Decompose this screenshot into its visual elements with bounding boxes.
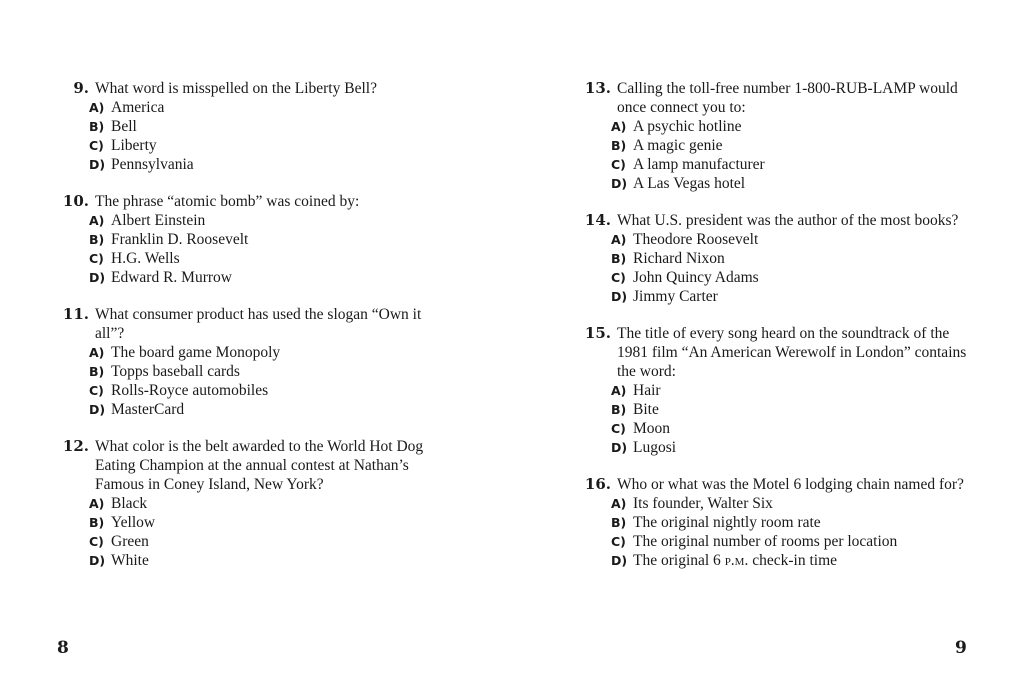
question-text: What consumer product has used the slogan “Own it all”?	[95, 306, 422, 342]
question-header	[579, 211, 979, 230]
option-letter: B)	[611, 251, 627, 266]
answer-option	[89, 268, 447, 287]
option-text: A magic genie	[633, 137, 723, 154]
option-letter: D)	[611, 553, 628, 568]
answer-option	[89, 551, 447, 570]
answer-option	[611, 249, 979, 268]
answer-options	[57, 494, 447, 570]
question-header	[57, 192, 447, 211]
question-block	[579, 211, 979, 306]
question-number: 11.	[62, 305, 89, 323]
question-header	[579, 475, 979, 494]
option-letter: D)	[89, 270, 106, 285]
question-text: What color is the belt awarded to the World Hot Dog Eating Champion at the annual contest at Nathan’s Famous in Coney Island, New York?	[95, 438, 424, 493]
question-number: 15.	[584, 324, 611, 342]
answer-option	[611, 532, 979, 551]
option-letter: D)	[89, 157, 106, 172]
option-letter: D)	[89, 553, 106, 568]
answer-option	[611, 174, 979, 193]
option-text: Bite	[633, 401, 659, 418]
option-letter: C)	[611, 534, 626, 549]
question-block	[57, 305, 447, 419]
answer-option	[611, 136, 979, 155]
question-number: 12.	[62, 437, 89, 455]
option-text: Topps baseball cards	[111, 363, 240, 380]
option-letter: A)	[611, 383, 627, 398]
answer-option	[611, 268, 979, 287]
option-text: White	[111, 552, 149, 569]
option-letter: A)	[89, 100, 105, 115]
answer-option	[89, 117, 447, 136]
option-text: Franklin D. Roosevelt	[111, 231, 249, 248]
answer-option	[89, 230, 447, 249]
option-letter: A)	[89, 496, 105, 511]
option-letter: D)	[611, 176, 628, 191]
answer-option	[611, 513, 979, 532]
option-letter: C)	[89, 534, 104, 549]
answer-option	[89, 513, 447, 532]
option-text: Albert Einstein	[111, 212, 206, 229]
answer-option	[611, 381, 979, 400]
option-text: Lugosi	[633, 439, 677, 456]
option-text: The original 6 p.m. check-in time	[633, 552, 837, 569]
option-letter: C)	[89, 383, 104, 398]
question-number: 13.	[584, 79, 611, 97]
answer-option	[89, 400, 447, 419]
option-text: Pennsylvania	[111, 156, 194, 173]
question-text: What word is misspelled on the Liberty Bell?	[95, 80, 377, 97]
answer-option	[611, 419, 979, 438]
answer-option	[611, 287, 979, 306]
answer-options	[57, 211, 447, 287]
option-text: Rolls-Royce automobiles	[111, 382, 269, 399]
question-header	[57, 305, 447, 343]
option-text: Its founder, Walter Six	[633, 495, 773, 512]
option-text: America	[111, 99, 165, 116]
option-letter: B)	[89, 515, 105, 530]
option-letter: B)	[89, 232, 105, 247]
question-number: 14.	[584, 211, 611, 229]
option-text: H.G. Wells	[111, 250, 180, 267]
option-text: John Quincy Adams	[633, 269, 759, 286]
option-text: The board game Monopoly	[111, 344, 281, 361]
question-text: What U.S. president was the author of the most books?	[617, 212, 959, 229]
option-letter: B)	[89, 364, 105, 379]
answer-option	[611, 155, 979, 174]
option-text: Edward R. Murrow	[111, 269, 232, 286]
answer-options	[57, 343, 447, 419]
question-text: The title of every song heard on the soundtrack of the 1981 film “An American Werewolf in London” contains the word:	[617, 325, 967, 380]
question-text: Who or what was the Motel 6 lodging chain named for?	[617, 476, 964, 493]
option-text: Bell	[111, 118, 137, 135]
answer-option	[89, 343, 447, 362]
question-block	[579, 324, 979, 457]
answer-option	[89, 249, 447, 268]
option-text: Richard Nixon	[633, 250, 725, 267]
answer-option	[89, 362, 447, 381]
option-text: The original number of rooms per location	[633, 533, 898, 550]
question-number: 9.	[73, 79, 89, 97]
option-text: Moon	[633, 420, 671, 437]
option-text: Green	[111, 533, 149, 550]
question-number: 16.	[584, 475, 611, 493]
answer-option	[611, 117, 979, 136]
option-text: Theodore Roosevelt	[633, 231, 759, 248]
right-page-column	[579, 79, 979, 588]
question-block	[579, 79, 979, 193]
option-letter: B)	[611, 138, 627, 153]
option-letter: C)	[89, 138, 104, 153]
option-letter: B)	[89, 119, 105, 134]
answer-option	[89, 211, 447, 230]
answer-option	[611, 494, 979, 513]
option-letter: C)	[611, 157, 626, 172]
option-letter: B)	[611, 515, 627, 530]
question-text: Calling the toll-free number 1-800-RUB-LAMP would once connect you to:	[617, 80, 958, 116]
answer-option	[89, 155, 447, 174]
question-header	[57, 79, 447, 98]
option-text: The original nightly room rate	[633, 514, 821, 531]
left-page-column	[57, 79, 447, 588]
answer-options	[579, 117, 979, 193]
answer-option	[89, 136, 447, 155]
answer-options	[57, 98, 447, 174]
option-letter: A)	[611, 496, 627, 511]
option-letter: D)	[89, 402, 106, 417]
option-text: Black	[111, 495, 148, 512]
answer-option	[89, 494, 447, 513]
question-number: 10.	[62, 192, 89, 210]
answer-option	[89, 381, 447, 400]
page-number-left: 8	[57, 638, 69, 658]
answer-options	[579, 381, 979, 457]
option-letter: A)	[611, 232, 627, 247]
answer-options	[579, 230, 979, 306]
option-text: Yellow	[111, 514, 156, 531]
answer-option	[611, 400, 979, 419]
option-letter: D)	[611, 440, 628, 455]
option-text: A lamp manufacturer	[633, 156, 765, 173]
option-text: Hair	[633, 382, 661, 399]
question-block	[57, 79, 447, 174]
answer-option	[611, 230, 979, 249]
question-block	[579, 475, 979, 570]
answer-option	[611, 438, 979, 457]
small-caps-text: p.m.	[724, 552, 749, 569]
question-block	[57, 192, 447, 287]
question-text: The phrase “atomic bomb” was coined by:	[95, 193, 360, 210]
option-letter: C)	[89, 251, 104, 266]
answer-option	[611, 551, 979, 570]
option-letter: B)	[611, 402, 627, 417]
option-letter: C)	[611, 270, 626, 285]
question-header	[579, 324, 979, 381]
option-text: A Las Vegas hotel	[633, 175, 746, 192]
question-header	[57, 437, 447, 494]
answer-option	[89, 98, 447, 117]
option-letter: C)	[611, 421, 626, 436]
page-number-right: 9	[955, 638, 967, 658]
option-letter: A)	[89, 213, 105, 228]
option-text: Jimmy Carter	[633, 288, 718, 305]
option-letter: A)	[89, 345, 105, 360]
question-header	[579, 79, 979, 117]
answer-options	[579, 494, 979, 570]
option-text: A psychic hotline	[633, 118, 742, 135]
answer-option	[89, 532, 447, 551]
question-block	[57, 437, 447, 570]
option-letter: D)	[611, 289, 628, 304]
option-text: Liberty	[111, 137, 157, 154]
option-text: MasterCard	[111, 401, 185, 418]
option-letter: A)	[611, 119, 627, 134]
